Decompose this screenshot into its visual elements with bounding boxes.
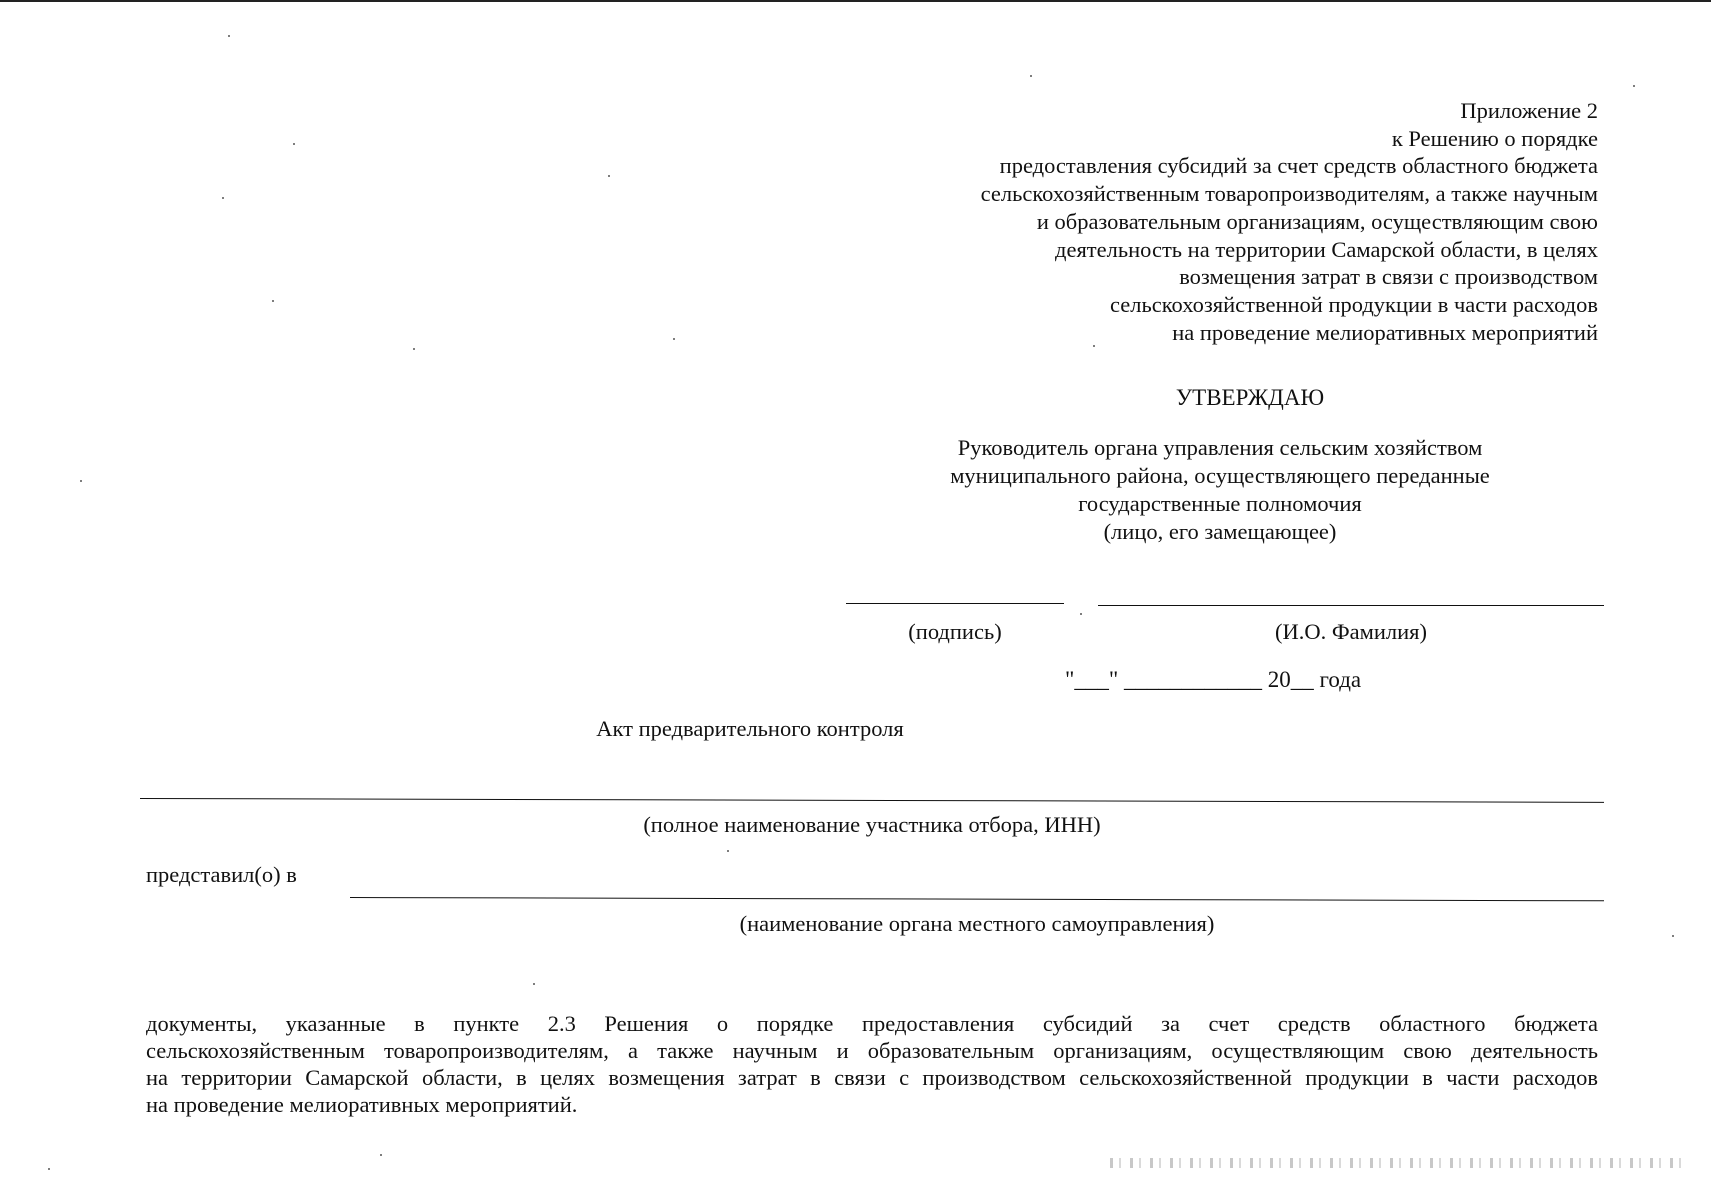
act-title: Акт предварительного контроля — [596, 716, 904, 741]
appendix-line: возмещения затрат в связи с производством — [1179, 264, 1598, 290]
name-caption: (И.О. Фамилия) — [1274, 619, 1428, 644]
appendix-line: на проведение мелиоративных мероприятий — [1172, 319, 1598, 345]
appendix-line: сельскохозяйственной продукции в части расходов — [1110, 291, 1598, 317]
approval-date[interactable]: "___" ____________ 20__ года — [1065, 667, 1362, 692]
signature-caption: (подпись) — [908, 619, 1002, 644]
scan-speck — [413, 348, 415, 350]
approval-line: Руководитель органа управления сельским хозяйством — [957, 435, 1483, 460]
participant-caption: (полное наименование участника отбора, ИНН) — [643, 812, 1101, 837]
appendix-line: сельскохозяйственным товаропроизводителям, а также научным — [980, 181, 1598, 207]
scan-speck — [222, 197, 224, 199]
scan-speck — [293, 143, 295, 145]
scan-speck — [1633, 85, 1635, 87]
scan-top-edge — [0, 0, 1711, 2]
approval-title: УТВЕРЖДАЮ — [1175, 385, 1325, 410]
scan-speck — [673, 338, 675, 340]
submitted-label: представил(о) в — [146, 862, 297, 887]
signature-line[interactable] — [846, 603, 1064, 604]
scan-speck — [272, 300, 274, 302]
appendix-header — [838, 97, 1598, 346]
appendix-line: к Решению о порядке — [1391, 125, 1598, 151]
approval-line: государственные полномочия — [1078, 491, 1362, 516]
paragraph-line: на территории Самарской области, в целях возмещения затрат в связи с производством сельскохозяйственной продукции в части расходов — [146, 1065, 1598, 1090]
scan-speck — [1093, 345, 1095, 347]
scan-speck — [533, 983, 535, 985]
scan-noise — [1110, 1158, 1690, 1168]
scan-speck — [80, 480, 82, 482]
scan-speck — [1672, 935, 1674, 937]
documents-paragraph — [146, 1010, 1598, 1118]
authority-name-line[interactable] — [350, 897, 1604, 901]
appendix-line: деятельность на территории Самарской области, в целях — [1055, 236, 1598, 262]
scan-speck — [727, 850, 729, 852]
scan-speck — [380, 1154, 382, 1156]
scan-speck — [1080, 613, 1082, 615]
approval-line: (лицо, его замещающее) — [1103, 519, 1337, 544]
full-name-line[interactable] — [1098, 605, 1604, 606]
scan-speck — [608, 175, 610, 177]
paragraph-line: сельскохозяйственным товаропроизводителям, а также научным и образовательным организациям, осуществляющим свою деятельность — [146, 1038, 1598, 1063]
approval-line: муниципального района, осуществляющего переданные — [950, 463, 1490, 488]
paragraph-line: документы, указанные в пункте 2.3 Решения о порядке предоставления субсидий за счет средств областного бюджета — [146, 1011, 1598, 1036]
paragraph-line: на проведение мелиоративных мероприятий. — [146, 1092, 578, 1117]
authority-caption: (наименование органа местного самоуправления) — [739, 911, 1215, 936]
appendix-line: предоставления субсидий за счет средств областного бюджета — [999, 153, 1598, 179]
approval-block — [870, 434, 1570, 546]
appendix-line: и образовательным организациям, осуществляющим свою — [1036, 208, 1598, 234]
appendix-line: Приложение 2 — [1460, 98, 1598, 123]
scan-speck — [1030, 75, 1032, 77]
participant-name-line[interactable] — [140, 798, 1604, 803]
scan-speck — [228, 35, 230, 37]
scan-speck — [48, 1168, 50, 1170]
